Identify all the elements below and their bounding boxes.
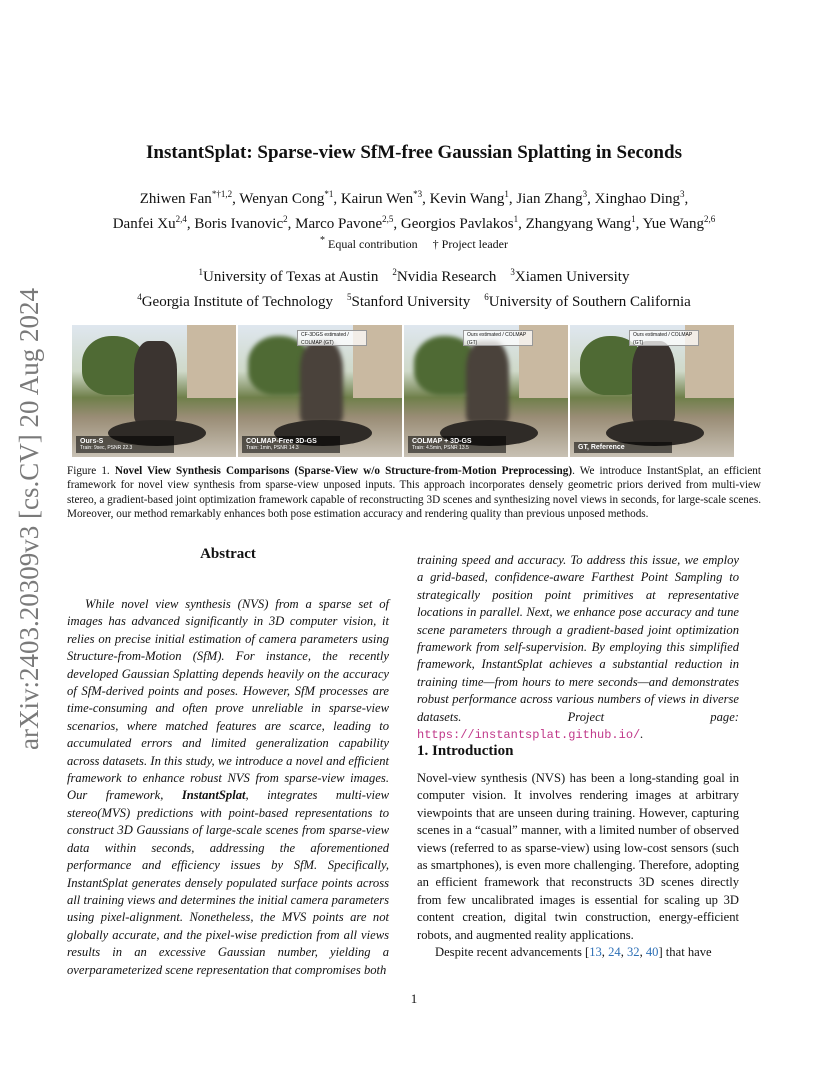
citation-link[interactable]: 32 bbox=[626, 945, 640, 960]
abstract-heading: Abstract bbox=[200, 546, 256, 562]
panel-label: GT, Reference bbox=[574, 442, 672, 453]
project-leader-note: Project leader bbox=[441, 237, 508, 251]
affiliation-line-1 bbox=[0, 262, 828, 287]
page-number: 1 bbox=[410, 991, 418, 1006]
figure-panel-colmap bbox=[404, 325, 568, 457]
statue-image bbox=[632, 341, 675, 423]
pose-legend: Ours estimated / COLMAP (GT) bbox=[629, 330, 699, 346]
author-list bbox=[60, 184, 768, 234]
figure-caption: Figure 1. Novel View Synthesis Comparisons (Sparse-View w/o Structure-from-Motion Preprocessing). We introduce InstantSplat, an efficient framework for novel view synthesis from sparse-view unposed inputs. This approach incorporates densely geometric priors derived from multi-view stereo, a gradient-based joint optimization framework capable of reconstructing 3D scenes and synthesizing novel views in seconds, for large-scale scenes. Moreover, our method remarkably enhances both pose estimation accuracy and rendering quality than previous unposed methods. bbox=[67, 465, 762, 521]
author-name: Wenyan Cong$^{*1}$ bbox=[239, 189, 334, 207]
statue-image bbox=[466, 341, 509, 423]
abstract-continued: training speed and accuracy. To address this issue, we employ a grid-based, confidence-aware Farthest Point Sampling to strategically position point primitives at representative locations in parallel. Next, we enhance pose accuracy and tune scene parameters through a gradient-based joint optimization framework from self-supervision. By employing this simplified framework, InstantSplat achieves a substantial reduction in training time—from hours to mere seconds—and demonstrates robust performance across various numbers of views in diverse datasets. Project page: https://instantsplat.github.io/. bbox=[417, 553, 739, 743]
author-name: Zhiwen Fan$^{*\dagger 1,2}$ bbox=[139, 189, 233, 207]
author-name: Xinghao Ding$^3$ bbox=[594, 189, 685, 207]
figure-1 bbox=[72, 325, 734, 457]
author-name: Boris Ivanovic$^2$ bbox=[194, 214, 288, 232]
figure-panel-ours bbox=[72, 325, 236, 457]
project-page-link[interactable]: https://instantsplat.github.io/ bbox=[417, 728, 641, 743]
affiliation: $^6$University of Southern California bbox=[484, 292, 691, 310]
citation-link[interactable]: 24 bbox=[608, 945, 621, 960]
abstract-text: While novel view synthesis (NVS) from a sparse set of images has advanced significantly in 3D computer vision, it relies on precise initial estimation of camera parameters using Structure-from-Motion (SfM). For instance, the recently developed Gaussian Splatting depends heavily on the accuracy of SfM-derived points and poses. However, SfM processes are time-consuming and often prove unreliable in sparse-view scenarios, where matched features are scarce, leading to accumulated errors and limited generalization capability across datasets. In this study, we introduce a novel and efficient framework to enhance robust NVS from sparse-view images. Our framework, InstantSplat, integrates multi-view stereo(MVS) predictions with point-based representations to construct 3D Gaussians of large-scale scenes from sparse-view data within seconds, addressing the aforementioned performance and efficiency issues by SfM. Specifically, InstantSplat generates densely populated surface points across all training views and determines the initial camera parameters using pixel-alignment. Nonetheless, the MVS points are not globally accurate, and the pixel-wise prediction from all views results in an excessive Gaussian number, yielding a overparameterized scene representation that compromises both bbox=[67, 597, 389, 977]
affiliation: $^1$University of Texas at Austin bbox=[198, 267, 379, 285]
paper-title: InstantSplat: Sparse-view SfM-free Gaussian Splatting in Seconds bbox=[146, 142, 682, 163]
affiliation: $^5$Stanford University bbox=[347, 292, 471, 310]
statue-image bbox=[300, 341, 343, 423]
lead-symbol: † bbox=[432, 237, 439, 251]
author-name: Kevin Wang$^1$ bbox=[429, 189, 509, 207]
affiliation-line-2 bbox=[0, 287, 828, 312]
introduction-heading: 1. Introduction bbox=[417, 743, 514, 759]
author-name: Yue Wang$^{2,6}$ bbox=[642, 214, 716, 232]
affiliation: $^3$Xiamen University bbox=[510, 267, 630, 285]
pose-legend: Ours estimated / COLMAP (GT) bbox=[463, 330, 533, 346]
author-name: Georgios Pavlakos$^1$ bbox=[400, 214, 519, 232]
equal-contribution-note: Equal contribution bbox=[328, 237, 418, 251]
author-line-2: Danfei Xu$^{2,4}$, Boris Ivanovic$^2$, Marco Pavone$^{2,5}$, Georgios Pavlakos$^1$, Zhangyang Wang$^1$, Yue Wang$^{2,6}$ bbox=[112, 214, 716, 232]
citation-link[interactable]: 40 bbox=[645, 945, 659, 960]
pose-legend: CF-3DGS estimated / COLMAP (GT) bbox=[297, 330, 367, 346]
arxiv-sidebar-stamp: arXiv:2403.20309v3 [cs.CV] 20 Aug 2024 bbox=[14, 288, 44, 750]
statue-image bbox=[134, 341, 177, 423]
author-line-1: Zhiwen Fan$^{*\dagger 1,2}$, Wenyan Cong$^{*1}$, Kairun Wen$^{*3}$, Kevin Wang$^1$, Jian Zhang$^3$, Xinghao Ding$^3$, bbox=[139, 189, 689, 207]
panel-label: COLMAP-Free 3D-GS Train: 1min, PSNR 14.3 bbox=[242, 436, 340, 453]
figure-panel-gt bbox=[570, 325, 734, 457]
affiliations bbox=[0, 262, 828, 312]
citation-link[interactable]: 13 bbox=[589, 945, 602, 960]
affiliation: $^4$Georgia Institute of Technology bbox=[137, 292, 333, 310]
panel-label: Ours-S Train: 9sec, PSNR 22.3 bbox=[76, 436, 174, 453]
equal-symbol: * bbox=[320, 235, 326, 246]
author-name: Danfei Xu$^{2,4}$ bbox=[112, 214, 187, 232]
panel-label: COLMAP + 3D-GS Train: 4.5min, PSNR 13.5 bbox=[408, 436, 506, 453]
affiliation: $^2$Nvidia Research bbox=[392, 267, 497, 285]
author-name: Marco Pavone$^{2,5}$ bbox=[295, 214, 394, 232]
author-notes bbox=[0, 235, 828, 252]
introduction-text: Novel-view synthesis (NVS) has been a long-standing goal in computer vision. It involves rendering images at arbitrary viewpoints that are unseen during training. However, capturing scenes in a “casual” manner, with a limited number of observed views (referred to as sparse-view) using low-cost sensors (such as smartphones), is even more challenging. Therefore, adopting an efficient framework that reconstructs 3D scenes directly from few uncalibrated images is essential for scaling up 3D content creation, digital twin construction, energy-efficient robots, and augmented reality applications. Despite recent advancements [13, 24, 32, 40] that have bbox=[417, 771, 739, 960]
author-name: Kairun Wen$^{*3}$ bbox=[340, 189, 423, 207]
author-name: Zhangyang Wang$^1$ bbox=[525, 214, 636, 232]
author-name: Jian Zhang$^3$ bbox=[516, 189, 588, 207]
figure-panel-cf3dgs bbox=[238, 325, 402, 457]
